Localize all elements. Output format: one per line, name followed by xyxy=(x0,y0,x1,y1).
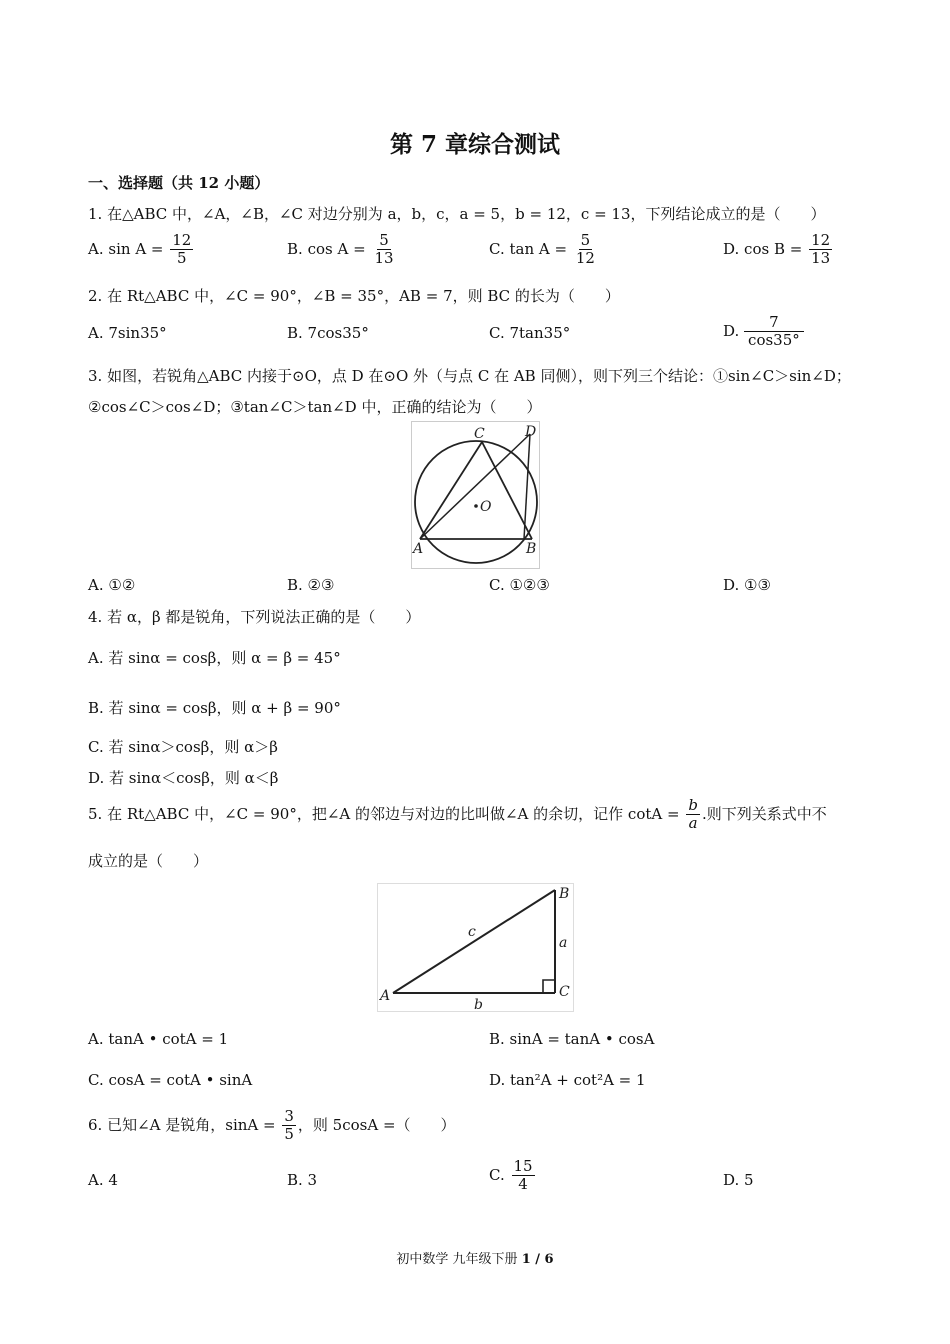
q1-a-num: 12 xyxy=(172,231,192,249)
q6-stem-pre: 6. 已知∠A 是锐角，sinA = xyxy=(88,1115,276,1134)
q3-segment-ac xyxy=(420,442,482,539)
q3-option-a: A. ①② xyxy=(88,576,136,594)
q1-option-b xyxy=(287,232,398,268)
q1-d-label: D. xyxy=(723,239,740,258)
q5-stem-line1 xyxy=(88,797,827,833)
q3-circle-figure xyxy=(411,421,540,569)
q3-label-b: B xyxy=(526,541,537,557)
q3-option-d: D. ①③ xyxy=(723,576,771,594)
q2-option-d xyxy=(723,314,804,350)
q6-c-fraction xyxy=(512,1158,535,1194)
q2-d-fraction xyxy=(746,314,802,350)
q5-label-a: A xyxy=(380,988,391,1004)
q3-stem-line1: 3. 如图，若锐角△ABC 内接于⊙O，点 D 在⊙O 外（与点 C 在 AB 同侧），则下列三个结论：①sin∠C＞sin∠D； xyxy=(88,367,851,385)
q5-stem-den: a xyxy=(688,814,698,833)
q2-stem: 2. 在 Rt△ABC 中，∠C = 90°，∠B = 35°，AB = 7，则 BC 的长为（ ） xyxy=(88,287,620,305)
q1-stem: 1. 在△ABC 中，∠A，∠B，∠C 对边分别为 a，b，c，a = 5，b = 12，c = 13，下列结论成立的是（ ） xyxy=(88,205,826,223)
q1-b-den: 13 xyxy=(374,249,394,268)
q3-segment-ad xyxy=(420,434,530,539)
q6-c-num: 15 xyxy=(513,1157,533,1175)
q2-d-num: 7 xyxy=(744,314,804,332)
q6-option-b: B. 3 xyxy=(287,1171,318,1189)
q1-c-num: 5 xyxy=(580,231,591,249)
q5-option-c: C. cosA = cotA • sinA xyxy=(88,1071,253,1089)
q6-c-label: C. xyxy=(489,1165,505,1184)
q6-stem-num: 3 xyxy=(284,1107,294,1125)
q3-label-o: O xyxy=(480,499,492,515)
q5-stem-post: .则下列关系式中不 xyxy=(701,804,827,823)
q5-label-c: C xyxy=(559,984,570,1000)
q6-c-den: 4 xyxy=(518,1175,528,1194)
q2-d-den: cos35° xyxy=(748,331,800,350)
q1-c-fn: tan A = xyxy=(509,239,568,258)
q6-stem xyxy=(88,1108,456,1144)
q1-d-fn: cos B = xyxy=(744,239,803,258)
q1-a-fraction xyxy=(170,232,193,268)
page-title: 第 7 章综合测试 xyxy=(389,131,561,158)
q2-option-c: C. 7tan35° xyxy=(489,324,571,342)
q5-stem-num: b xyxy=(688,796,698,814)
q5-option-b: B. sinA = tanA • cosA xyxy=(489,1030,655,1048)
q3-stem-line2: ②cos∠C＞cos∠D；③tan∠C＞tan∠D 中，正确的结论为（ ） xyxy=(88,398,542,416)
footer-text: 初中数学 九年级下册 xyxy=(396,1252,518,1267)
q6-stem-den: 5 xyxy=(284,1125,294,1144)
q1-a-fn: sin A = xyxy=(108,239,164,258)
q3-option-b: B. ②③ xyxy=(287,576,335,594)
q4-option-b: B. 若 sinα = cosβ，则 α + β = 90° xyxy=(88,699,341,717)
q5-triangle-figure xyxy=(377,883,574,1012)
page-footer xyxy=(0,1248,950,1267)
q3-circle xyxy=(415,441,537,563)
q1-d-fraction xyxy=(809,232,832,268)
q4-option-d: D. 若 sinα＜cosβ，则 α＜β xyxy=(88,769,279,787)
q1-b-num: 5 xyxy=(379,231,389,249)
q1-b-fraction xyxy=(372,232,395,268)
q5-label-b: B xyxy=(559,886,570,902)
q1-d-num: 12 xyxy=(811,231,831,249)
q1-d-den: 13 xyxy=(811,249,831,268)
q5-option-a: A. tanA • cotA = 1 xyxy=(88,1030,229,1048)
q1-a-den: 5 xyxy=(177,249,187,268)
q1-c-fraction xyxy=(574,232,597,268)
q6-sin-fraction xyxy=(282,1108,296,1144)
q5-label-side-b: b xyxy=(474,997,483,1012)
q6-option-c xyxy=(489,1158,537,1194)
q5-label-side-a: a xyxy=(559,935,568,951)
q2-d-label: D. xyxy=(723,321,740,340)
q1-b-label: B. xyxy=(287,239,303,258)
q6-option-d: D. 5 xyxy=(723,1171,754,1189)
q4-option-c: C. 若 sinα＞cosβ，则 α＞β xyxy=(88,738,278,756)
q5-cot-fraction xyxy=(686,797,700,833)
q5-side-c xyxy=(393,890,555,993)
q5-option-d: D. tan²A + cot²A = 1 xyxy=(489,1071,646,1089)
q1-c-den: 12 xyxy=(575,249,595,268)
q3-label-d: D xyxy=(525,424,537,440)
q4-option-a: A. 若 sinα = cosβ，则 α = β = 45° xyxy=(88,649,341,667)
q5-stem-line2: 成立的是（ ） xyxy=(88,852,209,870)
q3-segment-db xyxy=(524,434,530,539)
page-number: 1 / 6 xyxy=(521,1252,554,1267)
q2-option-a: A. 7sin35° xyxy=(88,324,167,342)
q5-stem-pre: 5. 在 Rt△ABC 中，∠C = 90°，把∠A 的邻边与对边的比叫做∠A 的余切，记作 cotA = xyxy=(88,804,680,823)
q2-option-b: B. 7cos35° xyxy=(287,324,369,342)
q3-center-point xyxy=(474,504,478,508)
q1-option-a xyxy=(88,232,195,268)
q1-option-c xyxy=(489,232,599,268)
q3-label-c: C xyxy=(474,426,485,442)
q6-stem-post: ，则 5cosA =（ ） xyxy=(297,1115,456,1134)
q6-option-a: A. 4 xyxy=(88,1171,118,1189)
q5-label-side-c: c xyxy=(468,924,476,940)
q5-right-angle-mark xyxy=(543,980,555,993)
q1-option-d xyxy=(723,232,834,268)
q3-option-c: C. ①②③ xyxy=(489,576,550,594)
section-heading: 一、选择题（共 12 小题） xyxy=(88,174,270,192)
q3-label-a: A xyxy=(413,541,424,557)
q4-stem: 4. 若 α，β 都是锐角，下列说法正确的是（ ） xyxy=(88,608,421,626)
q1-b-fn: cos A = xyxy=(307,239,366,258)
q1-c-label: C. xyxy=(489,239,505,258)
q1-a-label: A. xyxy=(88,239,104,258)
